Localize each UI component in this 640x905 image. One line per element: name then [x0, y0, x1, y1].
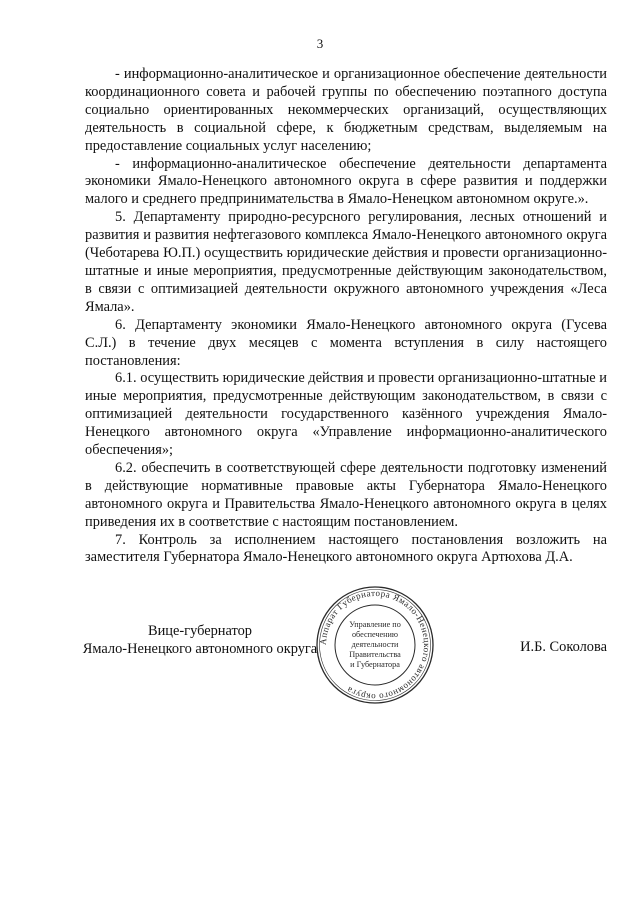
document-body [85, 66, 607, 567]
seal-line-4: Правительства [349, 650, 401, 659]
seal-line-3: деятельности [351, 640, 399, 649]
paragraph-item-6: 6. Департаменту экономики Ямало-Ненецкого автономного округа (Гусева С.Л.) в течение двух месяцев с момента вступления в силу настоящего постановления: [85, 316, 607, 369]
paragraph-bullet-1: - информационно-аналитическое и организационное обеспечение деятельности координационного совета и рабочей группы по обеспечению поэтапного доступа социально ориентированных некоммерческих организаций, осуществляющих деятельность в социальной сфере, к бюджетным средствам, выделяемым на предоставление социальных услуг населению; [85, 66, 607, 154]
paragraph-item-5: 5. Департаменту природно-ресурсного регулирования, лесных отношений и развития и развития нефтегазового комплекса Ямало-Ненецкого автономного округа (Чеботарева Ю.П.) осуществить юридические действия и провести организационно-штатные и иные мероприятия, предусмотренные действующим законодательством, в связи с оптимизацией деятельности окружного автономного учреждения «Леса Ямала». [85, 209, 607, 315]
seal-ring-text: Аппарат Губернатора Ямало-Ненецкого автономного округа [317, 587, 433, 703]
official-seal-stamp [315, 585, 435, 705]
page-number: 3 [316, 36, 324, 51]
seal-line-1: Управление по [349, 620, 401, 629]
signatory-region: Ямало-Ненецкого автономного округа [82, 641, 318, 657]
seal-line-5: и Губернатора [350, 660, 400, 669]
paragraph-item-6-2: 6.2. обеспечить в соответствующей сфере деятельности подготовку изменений в действующие нормативные правовые акты Губернатора Ямало-Ненецкого автономного округа и Правительства Ямало-Ненецкого автономного округа в целях приведения их в соответствие с настоящим постановлением. [85, 459, 607, 530]
seal-line-2: обеспечению [351, 630, 399, 639]
paragraph-item-6-1: 6.1. осуществить юридические действия и провести организационно-штатные и иные мероприятия, предусмотренные действующим законодательством, в связи с оптимизацией деятельности государственного казённого учреждения Ямало-Ненецкого автономного округа «Управление информационно-аналитического обеспечения»; [85, 370, 607, 459]
signatory-title: Вице-губернатор [147, 623, 252, 639]
paragraph-item-7: 7. Контроль за исполнением настоящего постановления возложить на заместителя Губернатора Ямало-Ненецкого автономного округа Артюхова Д.А. [85, 531, 607, 566]
signatory-name: И.Б. Соколова [520, 639, 607, 655]
paragraph-bullet-2: - информационно-аналитическое обеспечение деятельности департамента экономики Ямало-Ненецкого автономного округа в сфере развития и поддержки малого и среднего предпринимательства в Ямало-Ненецком автономном округе.». [85, 155, 607, 208]
signatory-position [80, 622, 320, 658]
